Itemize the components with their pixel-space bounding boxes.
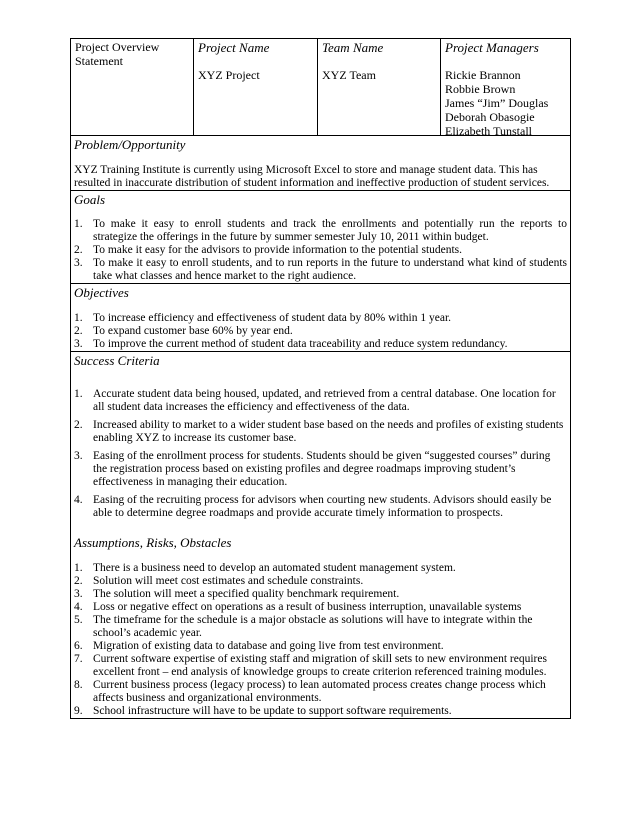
manager-name: James “Jim” Douglas: [445, 96, 549, 110]
problem-text: XYZ Training Institute is currently using Microsoft Excel to store and manage student data. This has resulted in inaccurate distribution of student information and ineffective production of student services.: [74, 164, 550, 189]
objectives-section: [71, 284, 570, 352]
list-item: 2. To expand customer base 60% by year end.: [74, 325, 293, 337]
objectives-list: [74, 312, 567, 351]
success-title: Success Criteria: [74, 353, 160, 368]
list-item: 6. Migration of existing data to database and going live from test environment.: [74, 640, 444, 652]
list-item: 7. Current software expertise of existing staff and migration of skill sets to new environment requires excellent front – end analysis of knowledge groups to create criterion referenced training modules.: [74, 653, 547, 678]
manager-name: Rickie Brannon: [445, 68, 521, 82]
team-name-cell: [318, 39, 441, 135]
team-name-value: XYZ Team: [322, 68, 376, 82]
list-item: 2. Increased ability to market to a wider student base based on the needs and profiles of existing students enabling XYZ to increase its customer base.: [74, 419, 564, 444]
list-item: 3. Easing of the enrollment process for students. Students should be given “suggested courses” during the registration process based on existing profiles and degree roadmaps improving student’s effectiveness in managing their education.: [74, 450, 551, 488]
assumptions-title: Assumptions, Risks, Obstacles: [74, 535, 232, 550]
team-name-label: Team Name: [322, 40, 384, 55]
list-item: 3. To improve the current method of student data traceability and reduce system redundancy.: [74, 338, 508, 350]
list-item: 2. Solution will meet cost estimates and schedule constraints.: [74, 575, 364, 587]
success-list: [74, 388, 567, 520]
problem-section: [71, 136, 570, 191]
list-item: 9. School infrastructure will have to be update to support software requirements.: [74, 705, 452, 717]
header-row: [71, 39, 570, 136]
project-name-label: Project Name: [198, 40, 270, 55]
goals-list: [74, 218, 567, 283]
list-item: 1. To increase efficiency and effectiveness of student data by 80% within 1 year.: [74, 312, 452, 324]
list-item: 5. The timeframe for the schedule is a major obstacle as solutions will have to integrate within the school’s academic year.: [74, 614, 533, 639]
managers-list: [445, 68, 566, 138]
list-item: 1. There is a business need to develop an automated student management system.: [74, 562, 456, 574]
list-item: 1. To make it easy to enroll students and track the enrollments and potentially run the reports to strategize the offerings in the future by summer semester July 10, 2011 within budget.: [74, 218, 567, 243]
project-overview-table: [70, 38, 571, 719]
list-item: 2. To make it easy for the advisors to provide information to the potential students.: [74, 244, 463, 256]
list-item: 4. Easing of the recruiting process for advisors when courting new students. Advisors should easily be able to determine degree roadmaps and provide accurate timely information to prospects.: [74, 494, 552, 519]
list-item: 8. Current business process (legacy process) to lean automated process creates change process which affects business and organizational environments.: [74, 679, 546, 704]
project-name-cell: [194, 39, 318, 135]
success-assumptions-section: [71, 352, 570, 718]
list-item: 1. Accurate student data being housed, updated, and retrieved from a central database. One location for all student data increases the efficiency and effectiveness of the data.: [74, 388, 556, 413]
problem-title: Problem/Opportunity: [74, 137, 186, 152]
manager-name: Robbie Brown: [445, 82, 516, 96]
managers-cell: [441, 39, 570, 138]
manager-name: Deborah Obasogie: [445, 110, 535, 124]
project-name-value: XYZ Project: [198, 68, 260, 82]
goals-section: [71, 191, 570, 284]
goals-title: Goals: [74, 192, 106, 207]
list-item: 3. To make it easy to enroll students, and to run reports in the future to understand what kind of students take what classes and hence market to the right audience.: [74, 257, 567, 282]
list-item: 3. The solution will meet a specified quality benchmark requirement.: [74, 588, 400, 600]
objectives-title: Objectives: [74, 285, 129, 300]
managers-label: Project Managers: [445, 40, 539, 55]
list-item: 4. Loss or negative effect on operations as a result of business interruption, unavailable systems: [74, 601, 522, 613]
manager-name: Elizabeth Tunstall: [445, 124, 532, 138]
overview-label: Project Overview Statement: [75, 40, 160, 68]
overview-cell: [71, 39, 194, 135]
assumptions-list: [74, 562, 567, 718]
